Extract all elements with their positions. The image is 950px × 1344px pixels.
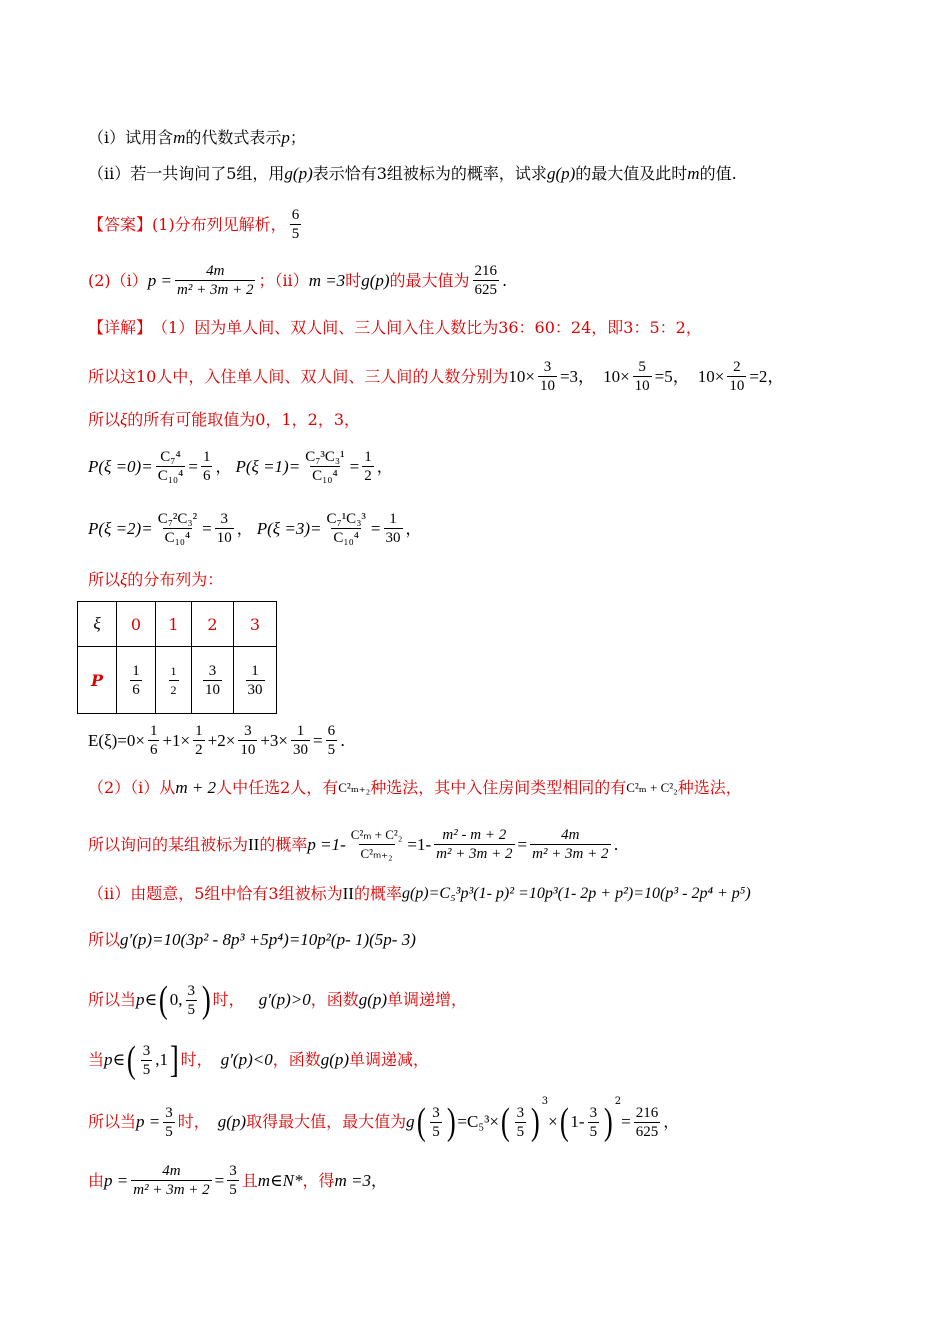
fraction: $\frac{1}{2}$ <box>364 449 372 484</box>
fraction: $\frac{3}{5}$ <box>142 1042 151 1078</box>
detail-values: 所以 ξ 的所有可能取值为0，1，2，3， <box>88 410 361 429</box>
fraction: $\frac{1}{30}$ <box>293 723 309 758</box>
fraction: $\frac{1}{2}$ <box>195 723 203 758</box>
fraction: $\frac{3}{5}$ <box>589 1104 598 1140</box>
answer-part1: 【答案】 (1)分布列见解析， $\frac{6}{5}$ <box>88 207 300 242</box>
part2-probability: 所以询问的某组被标为 II 的概率 p =1- $\frac{\text{C²ₘ + C²₂}}{\text{C²ₘ₊₂}}$ =1- $\frac{\text{m² - m + 2}}{\text{m² + 3m + 2}}$ = $\frac{4m}{\text{m² + 3m + 2}}$ . <box>88 827 619 862</box>
table-header-cell: 0 <box>117 602 156 647</box>
question-i: （i）试用含 m 的代数式表示 p ； <box>88 128 306 147</box>
table-header-cell: 2 <box>192 602 234 647</box>
part2-choose: （2）（i）从 m + 2 人中任选2人，有 C²ₘ₊₂ 种选法，其中入住房间类型相同的有 C²ₘ + C²₂ 种选法， <box>88 778 742 797</box>
fraction: $\frac{3}{10}$ <box>240 723 256 758</box>
derivative: 所以 g′(p)=10(3p² - 8p³ +5p⁴)=10p²(p- 1)(5p- 3) <box>88 930 416 949</box>
table-cell: $\frac{1}{2}$ <box>156 647 192 714</box>
fraction: $\frac{6}{5}$ <box>327 723 336 758</box>
fraction: $\frac{2}{10}$ <box>729 359 745 394</box>
fraction: $\frac{\text{C₇²C₃²}}{\text{C₁₀⁴}}$ <box>157 511 198 546</box>
table-row <box>78 602 277 647</box>
table-cell: $\frac{1}{30}$ <box>234 647 277 714</box>
fraction: $\frac{\text{C₇⁴}}{\text{C₁₀⁴}}$ <box>157 449 184 484</box>
table-cell: $\frac{3}{10}$ <box>192 647 234 714</box>
fraction: $\frac{6}{5}$ <box>291 207 300 242</box>
fraction: $\frac{4m}{\text{m² + 3m + 2}}$ <box>177 263 254 298</box>
final-solve: 由 p = $\frac{4m}{\text{m² + 3m + 2}}$ = $\frac{3}{5}$ 且 m∈N* ，得 m =3 ， <box>88 1163 387 1198</box>
table-row-label: P <box>78 647 117 714</box>
increasing-interval: 所以当 p∈ ( 0, $\frac{3}{5}$ ) 时， g′(p)>0 ，函数 g(p) 单调递增， <box>88 979 468 1021</box>
fraction: $\frac{3}{5}$ <box>165 1104 173 1140</box>
decreasing-interval: 当 p∈ ( $\frac{3}{5}$ ,1 ] 时， g′(p)<0 ，函数 g(p) 单调递减， <box>88 1039 430 1081</box>
part2-g-function: （ii）由题意，5组中恰有3组被标为 II 的概率 g(p)=C₅³p³(1- p)² =10p³(1- 2p + p²)=10(p³ - 2p⁴ + p⁵) <box>88 884 751 903</box>
question-ii: （ii）若一共询问了5组，用 g(p) 表示恰有3组被标为的概率，试求 g(p) 的最大值及此时 m 的值. <box>88 164 737 183</box>
fraction: $\frac{\text{m² - m + 2}}{\text{m² + 3m + 2}}$ <box>436 827 513 862</box>
distribution-intro: 所以 ξ 的分布列为： <box>88 570 224 589</box>
fraction: $\frac{\text{C²ₘ + C²₂}}{\text{C²ₘ₊₂}}$ <box>350 827 403 861</box>
answer-part2: (2)（i） p = $\frac{4m}{\text{m² + 3m + 2}}$ ；（ii） m =3 时 g(p) 的最大值为 $\frac{216}{625}$ . <box>88 263 508 298</box>
fraction: $\frac{1}{30}$ <box>385 511 401 546</box>
fraction: $\frac{3}{5}$ <box>516 1104 525 1140</box>
maximum-value: 所以当 p = $\frac{3}{5}$ 时， g(p) 取得最大值，最大值为 g ( $\frac{3}{5}$ ) =C₅³× ( $\frac{3}{5}$ ) 3 × ( 1- $\frac{3}{5}$ ) 2 = $\frac{216}{625}$ ， <box>88 1096 680 1143</box>
probability-row-2: P(ξ =2)= $\frac{\text{C₇²C₃²}}{\text{C₁₀⁴}}$ = $\frac{3}{10}$ ， P(ξ =3)= $\frac{\text{C₇¹C₃³}}{\text{C₁₀⁴}}$ = $\frac{1}{30}$ ， <box>88 511 422 546</box>
detail-ratio: 【详解】 （1）因为单人间、双人间、三人间入住人数比为36：60：24，即3：5：2， <box>88 318 702 337</box>
distribution-table <box>77 601 277 714</box>
fraction: $\frac{1}{6}$ <box>202 449 211 484</box>
fraction: $\frac{216}{625}$ <box>635 1104 659 1140</box>
fraction: $\frac{3}{10}$ <box>216 511 232 546</box>
expectation: E(ξ)=0× $\frac{1}{6}$ +1× $\frac{1}{2}$ +2× $\frac{3}{10}$ +3× $\frac{1}{30}$ = $\frac{6}{5}$ . <box>88 723 346 758</box>
fraction: $\frac{3}{5}$ <box>187 982 196 1018</box>
fraction: $\frac{3}{5}$ <box>229 1163 237 1198</box>
table-header-cell: ξ <box>78 602 117 647</box>
fraction: $\frac{3}{5}$ <box>432 1104 440 1140</box>
table-row <box>78 647 277 714</box>
fraction: $\frac{4m}{\text{m² + 3m + 2}}$ <box>532 827 609 862</box>
fraction: $\frac{216}{625}$ <box>474 263 498 298</box>
fraction: $\frac{5}{10}$ <box>634 359 650 394</box>
fraction: $\frac{3}{10}$ <box>539 359 555 394</box>
fraction: $\frac{4m}{\text{m² + 3m + 2}}$ <box>133 1163 210 1198</box>
table-header-cell: 3 <box>234 602 277 647</box>
fraction: $\frac{\text{C₇³C₃¹}}{\text{C₁₀⁴}}$ <box>305 449 345 484</box>
detail-counts: 所以这10人中，入住单人间、双人间、三人间的人数分别为 10× $\frac{3}{10}$ =3， 10× $\frac{5}{10}$ =5， 10× $\frac{2}{10}$ =2， <box>88 359 785 394</box>
table-header-cell: 1 <box>156 602 192 647</box>
table-cell: $\frac{1}{6}$ <box>117 647 156 714</box>
fraction: $\frac{\text{C₇¹C₃³}}{\text{C₁₀⁴}}$ <box>326 511 366 546</box>
probability-row-1: P(ξ =0)= $\frac{\text{C₇⁴}}{\text{C₁₀⁴}}$ = $\frac{1}{6}$ ， P(ξ =1)= $\frac{\text{C₇³C₃¹}}{\text{C₁₀⁴}}$ = $\frac{1}{2}$ ， <box>88 449 393 484</box>
fraction: $\frac{1}{6}$ <box>149 723 158 758</box>
